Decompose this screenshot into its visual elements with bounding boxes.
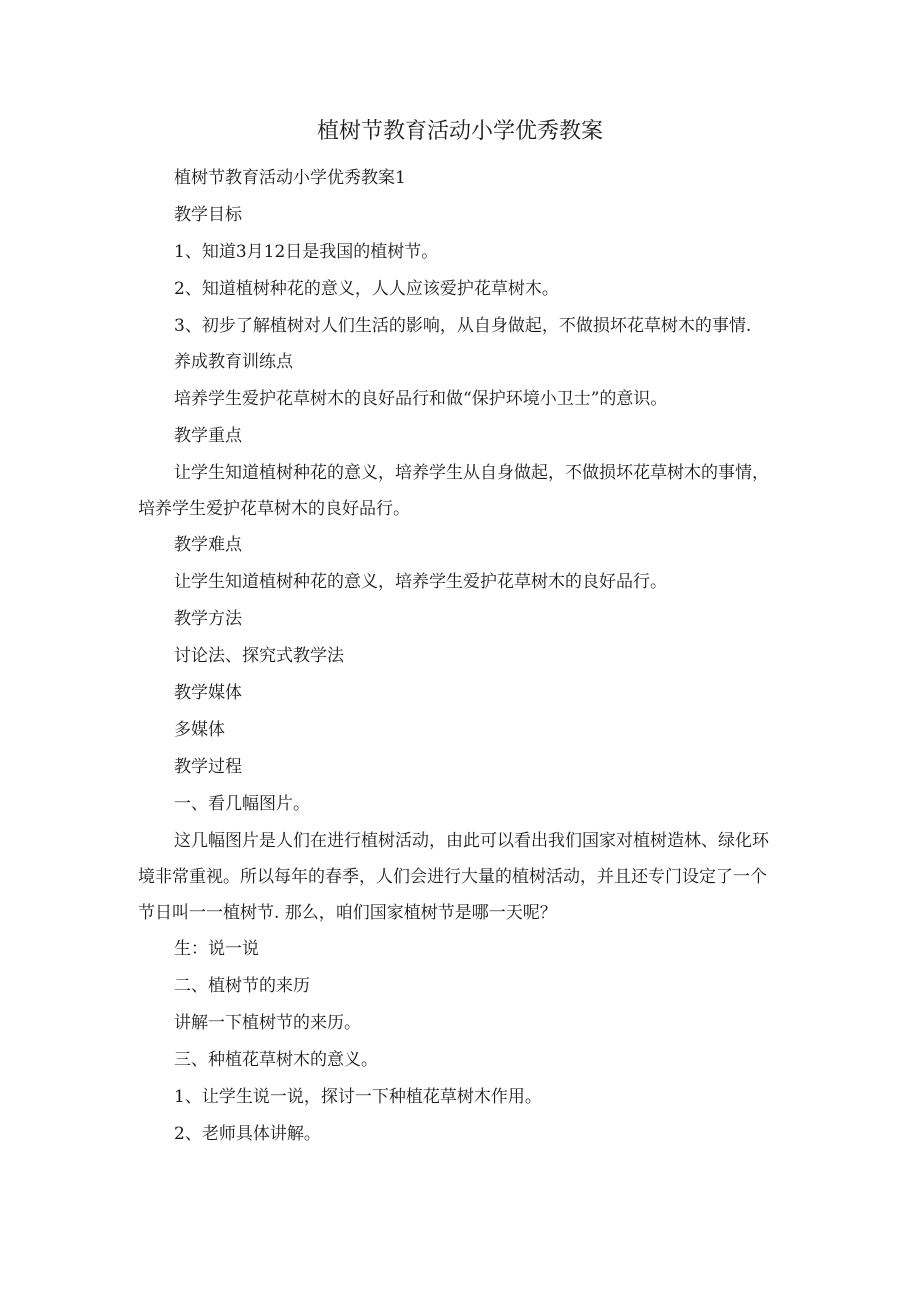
- heading-difficulties: 教学难点: [174, 535, 242, 555]
- paragraph-goal-2: 2、知道植树种花的意义，人人应该爱护花草树木。: [174, 279, 559, 299]
- heading-teaching-goals: 教学目标: [174, 205, 242, 225]
- paragraph-step-3: 三、种植花草树木的意义。: [174, 1050, 378, 1070]
- paragraph-subtitle: 植树节教育活动小学优秀教案1: [174, 168, 406, 188]
- heading-process: 教学过程: [174, 757, 242, 777]
- paragraph-goal-1: 1、知道3月12日是我国的植树节。: [174, 242, 439, 262]
- paragraph-student: 生：说一说: [174, 939, 259, 959]
- paragraph-step-3-item-1: 1、让学生说一说，探讨一下种植花草树木作用。: [174, 1087, 542, 1107]
- paragraph-training-points: 培养学生爱护花草树木的良好品行和做“保护环境小卫士”的意识。: [174, 389, 668, 409]
- paragraph-step-1: 一、看几幅图片。: [174, 794, 310, 814]
- heading-methods: 教学方法: [174, 609, 242, 629]
- paragraph-step-2: 二、植树节的来历: [174, 976, 310, 996]
- document-body: [138, 160, 782, 1153]
- heading-key-points: 教学重点: [174, 426, 242, 446]
- document-title: 植树节教育活动小学优秀教案: [316, 119, 603, 144]
- paragraph-step-3-item-2: 2、老师具体讲解。: [174, 1124, 321, 1144]
- paragraph-methods: 讨论法、探究式教学法: [174, 646, 344, 666]
- paragraph-step-1-detail: 这几幅图片是人们在进行植树活动，由此可以看出我们国家对植树造林、绿化环境非常重视。所以每年的春季，人们会进行大量的植树活动，并且还专门设定了一个节日叫一一植树节. 那么，咱们国家植树节是哪一天呢？: [138, 831, 769, 923]
- heading-media: 教学媒体: [174, 683, 242, 703]
- paragraph-difficulties: 让学生知道植树种花的意义，培养学生爱护花草树木的良好品行。: [174, 572, 667, 592]
- paragraph-step-2-detail: 讲解一下植树节的来历。: [174, 1013, 361, 1033]
- paragraph-media: 多媒体: [174, 720, 225, 740]
- paragraph-goal-3: 3、初步了解植树对人们生活的影响，从自身做起，不做损坏花草树木的事情.: [174, 316, 752, 336]
- heading-training-points: 养成教育训练点: [174, 352, 293, 372]
- paragraph-key-points: 让学生知道植树种花的意义，培养学生从自身做起，不做损坏花草树木的事情，培养学生爱护花草树木的良好品行。: [138, 463, 769, 519]
